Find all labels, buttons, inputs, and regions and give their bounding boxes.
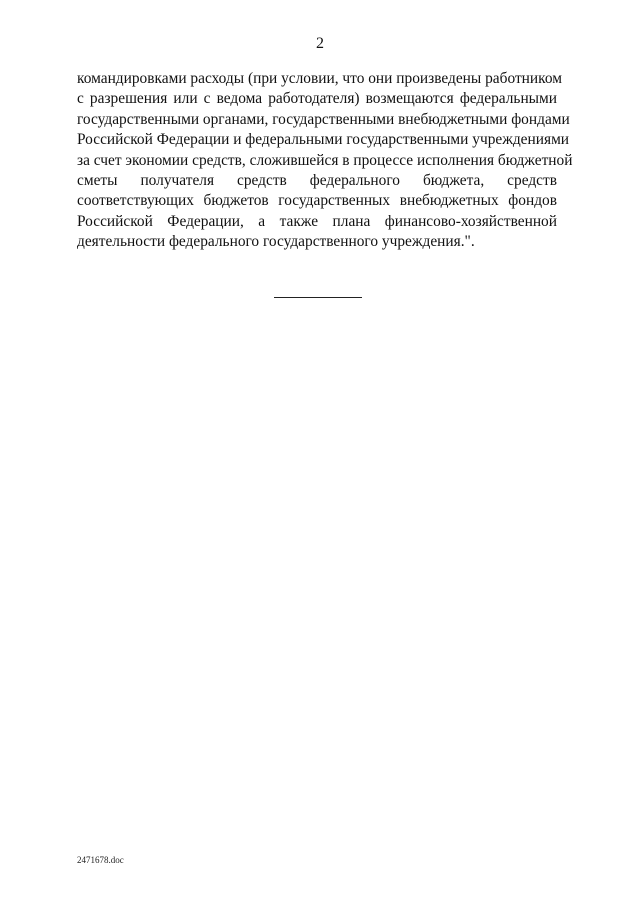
text-line: Российской Федерации и федеральными государственными учреждениями (77, 131, 570, 149)
text-line: соответствующих бюджетов государственных внебюджетных фондов (77, 192, 557, 210)
document-file-code: 2471678.doc (77, 855, 124, 865)
text-line-last: деятельности федерального государственного учреждения.". (77, 233, 475, 251)
text-line: сметы получателя средств федерального бюджета, средств (77, 172, 557, 190)
text-line: командировками расходы (при условии, что они произведены работником (77, 70, 562, 87)
text-line: с разрешения или с ведома работодателя) возмещаются федеральными (77, 90, 557, 108)
body-paragraph (77, 69, 573, 253)
text-line: за счет экономии средств, сложившейся в процессе исполнения бюджетной (77, 151, 573, 169)
end-separator-line (274, 297, 362, 298)
page-number: 2 (316, 35, 324, 52)
text-line: Российской Федерации, а также плана финансово-хозяйственной (77, 212, 557, 230)
text-line: государственными органами, государственными внебюджетными фондами (77, 110, 570, 128)
